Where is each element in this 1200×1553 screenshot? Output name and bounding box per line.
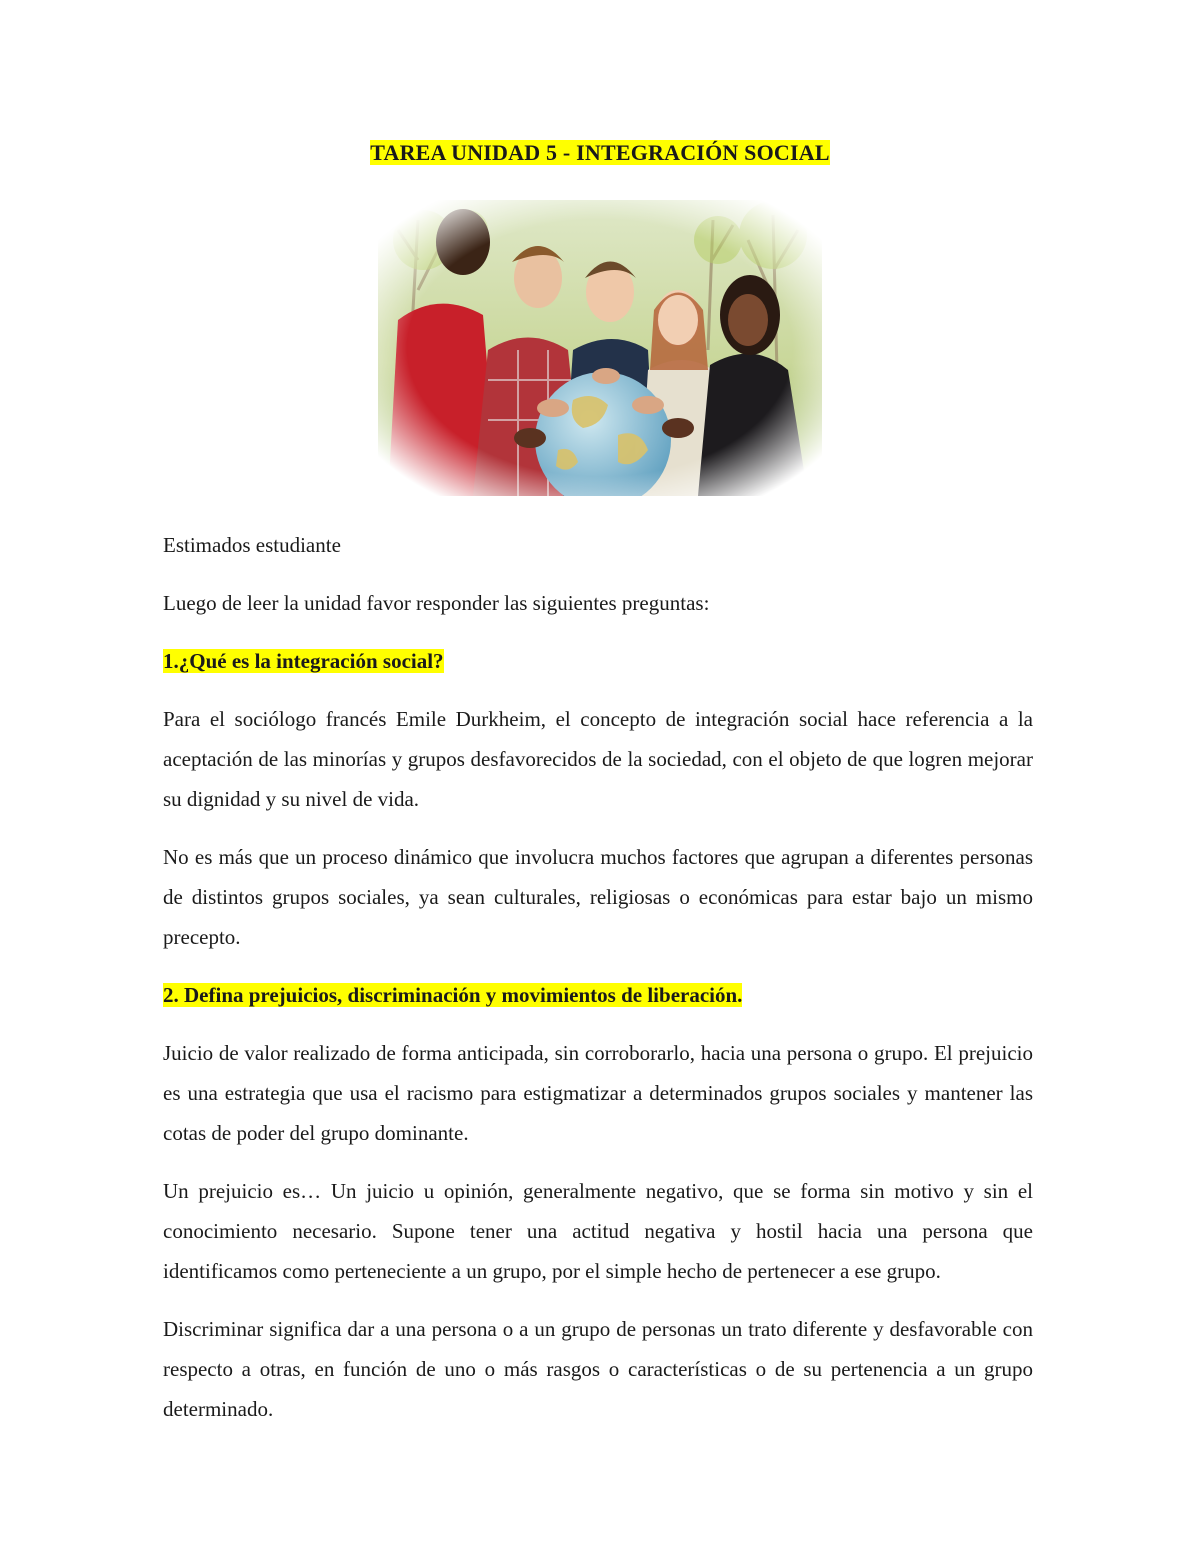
question-2-heading-text: 2. Defina prejuicios, discriminación y movimientos de liberación. xyxy=(163,983,743,1007)
question-1-heading-text: 1.¿Qué es la integración social? xyxy=(163,649,444,673)
title-wrap xyxy=(0,140,1200,166)
body-text xyxy=(163,525,1033,1447)
q2-paragraph-1: Juicio de valor realizado de forma anticipada, sin corroborarlo, hacia una persona o grupo. El prejuicio es una estrategia que usa el racismo para estigmatizar a determinados grupos sociales y mantener las cotas de poder del grupo dominante. xyxy=(163,1041,1033,1145)
document-title: TAREA UNIDAD 5 - INTEGRACIÓN SOCIAL xyxy=(370,140,830,165)
q1-paragraph-2: No es más que un proceso dinámico que involucra muchos factores que agrupan a diferentes personas de distintos grupos sociales, ya sean culturales, religiosas o económicas para estar bajo un mismo precepto. xyxy=(163,845,1033,949)
greeting: Estimados estudiante xyxy=(163,533,341,557)
question-2-heading xyxy=(163,975,1033,1015)
q2-paragraph-3: Discriminar significa dar a una persona o a un grupo de personas un trato diferente y desfavorable con respecto a otras, en función de uno o más rasgos o características o de su pertenencia a un grupo determinado. xyxy=(163,1317,1033,1421)
intro: Luego de leer la unidad favor responder las siguientes preguntas: xyxy=(163,591,710,615)
q1-paragraph-1: Para el sociólogo francés Emile Durkheim, el concepto de integración social hace referencia a la aceptación de las minorías y grupos desfavorecidos de la sociedad, con el objeto de que logren mejorar su dignidad y su nivel de vida. xyxy=(163,707,1033,811)
q2-paragraph-2: Un prejuicio es… Un juicio u opinión, generalmente negativo, que se forma sin motivo y sin el conocimiento necesario. Supone tener una actitud negativa y hostil hacia una persona que identificamos como perteneciente a un grupo, por el simple hecho de pertenecer a ese grupo. xyxy=(163,1179,1033,1283)
question-1-heading xyxy=(163,641,1033,681)
group-photo-icon xyxy=(378,200,822,496)
